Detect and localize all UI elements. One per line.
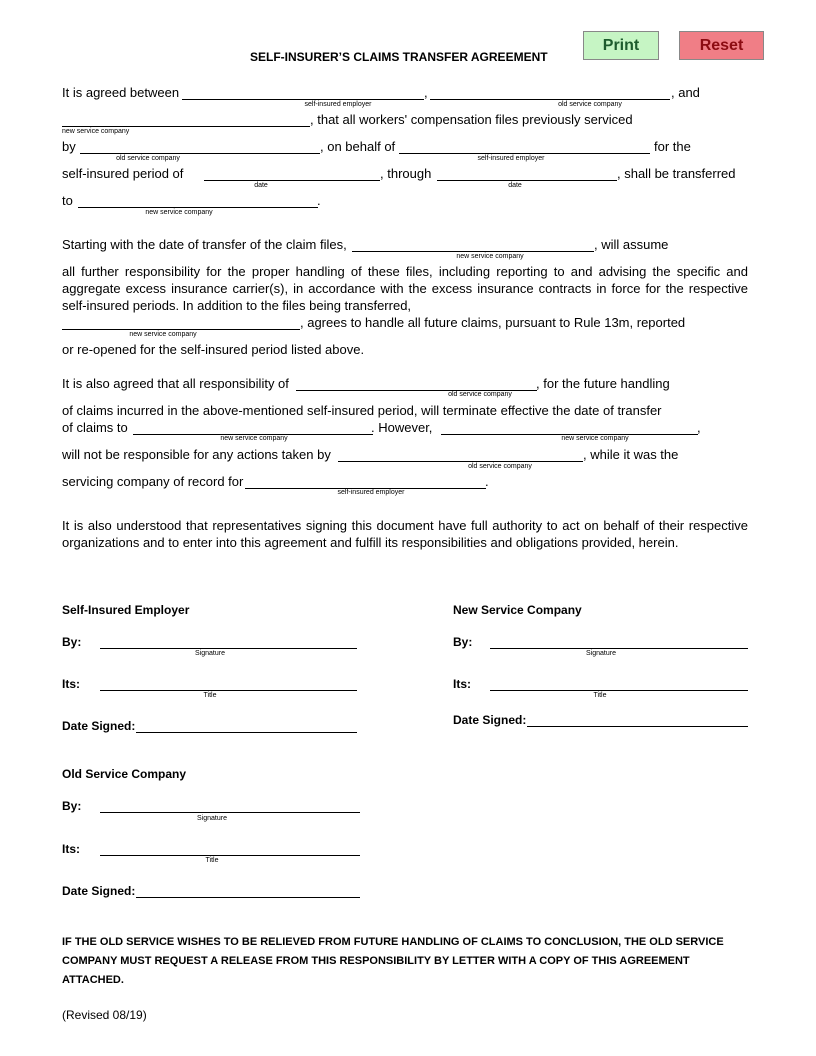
old-service-company-field-4[interactable] <box>338 447 583 462</box>
caption-self-insured-employer-2: self-insured employer <box>477 155 545 162</box>
period-text-2: . <box>485 474 489 489</box>
old-service-company-field-1[interactable] <box>430 85 670 100</box>
shall-be-transferred-text: , shall be transferred <box>617 166 736 181</box>
old-service-company-field-3[interactable] <box>296 376 537 391</box>
new-company-its-label: Its: <box>453 677 471 691</box>
old-service-company-heading: Old Service Company <box>62 767 187 781</box>
agrees-text: , agrees to handle all future claims, pursuant to Rule 13m, reported <box>300 315 686 330</box>
caption-old-service-company-3: old service company <box>448 391 512 398</box>
caption-new-service-company-2: new service company <box>145 209 213 216</box>
reopened-text: or re-opened for the self-insured period listed above. <box>62 342 365 357</box>
new-company-date-signed-label: Date Signed: <box>453 713 527 727</box>
self-insured-employer-field-1[interactable] <box>182 85 424 100</box>
old-company-its-label: Its: <box>62 842 80 856</box>
new-service-company-field-4[interactable] <box>62 315 300 330</box>
form-title: SELF-INSURER’S CLAIMS TRANSFER AGREEMENT <box>250 50 548 64</box>
comma-text: , <box>424 85 428 100</box>
that-all-text: , that all workers' compensation files previously serviced <box>310 112 633 127</box>
old-company-title-field[interactable] <box>100 841 360 856</box>
caption-date-1: date <box>254 182 268 189</box>
starting-text: Starting with the date of transfer of the claim files, <box>62 237 347 252</box>
new-service-company-heading: New Service Company <box>453 603 582 617</box>
caption-new-service-company-4: new service company <box>129 331 197 338</box>
old-company-date-signed-field[interactable] <box>136 883 360 898</box>
new-company-signature-field[interactable] <box>490 634 748 649</box>
comma-text-2: , <box>697 420 701 435</box>
caption-old-company-title: Title <box>205 857 219 864</box>
of-claims-to-text: of claims to <box>62 420 128 435</box>
old-company-by-label: By: <box>62 799 82 813</box>
new-service-company-field-3[interactable] <box>352 237 594 252</box>
caption-self-insured-employer-1: self-insured employer <box>304 101 372 108</box>
through-text: , through <box>380 166 432 181</box>
old-service-company-field-2[interactable] <box>80 139 320 154</box>
period-start-date-field[interactable] <box>204 166 380 181</box>
old-company-signature-field[interactable] <box>100 798 360 813</box>
period-end-date-field[interactable] <box>437 166 617 181</box>
caption-old-service-company-1: old service company <box>558 101 622 108</box>
employer-its-label: Its: <box>62 677 80 691</box>
new-service-company-field-2[interactable] <box>78 193 318 208</box>
claims-incurred-text: of claims incurred in the above-mentioned self-insured period, will terminate effective the date of transfer <box>62 403 662 418</box>
new-service-company-field-6[interactable] <box>441 420 698 435</box>
caption-new-company-signature: Signature <box>586 650 616 657</box>
new-company-by-label: By: <box>453 635 473 649</box>
also-agreed-text: It is also agreed that all responsibility of <box>62 376 289 391</box>
caption-date-2: date <box>508 182 522 189</box>
revision-note: (Revised 08/19) <box>62 1008 147 1022</box>
new-company-date-signed-field[interactable] <box>527 712 748 727</box>
not-responsible-text: will not be responsible for any actions taken by <box>62 447 331 462</box>
future-handling-text: , for the future handling <box>536 376 670 391</box>
employer-signature-field[interactable] <box>100 634 357 649</box>
reset-button[interactable]: Reset <box>679 31 764 60</box>
release-warning: IF THE OLD SERVICE WISHES TO BE RELIEVED FROM FUTURE HANDLING OF CLAIMS TO CONCLUSION, THE OLD SERVICE COMPANY MUST REQUEST A RELEASE FROM THIS RESPONSIBILITY BY LETTER WITH A COPY OF THIS AGREEMENT ATTACHED. <box>62 936 724 986</box>
caption-new-service-company-3: new service company <box>456 253 524 260</box>
new-company-title-field[interactable] <box>490 676 748 691</box>
caption-self-insured-employer-3: self-insured employer <box>337 489 405 496</box>
caption-new-service-company-6: new service company <box>561 435 629 442</box>
and-text: , and <box>671 85 700 100</box>
self-insured-employer-heading: Self-Insured Employer <box>62 603 190 617</box>
to-text: to <box>62 193 73 208</box>
employer-title-field[interactable] <box>100 676 357 691</box>
agreed-between-text: It is agreed between <box>62 85 180 100</box>
self-insured-employer-field-3[interactable] <box>245 474 486 489</box>
while-text: , while it was the <box>583 447 679 462</box>
self-insured-employer-field-2[interactable] <box>399 139 650 154</box>
caption-new-company-title: Title <box>593 692 607 699</box>
on-behalf-of-text: , on behalf of <box>320 139 396 154</box>
period-text-1: . <box>317 193 321 208</box>
employer-by-label: By: <box>62 635 82 649</box>
caption-new-service-company-5: new service company <box>220 435 288 442</box>
caption-new-service-company-1: new service company <box>62 128 130 135</box>
caption-employer-title: Title <box>203 692 217 699</box>
employer-date-signed-field[interactable] <box>136 718 357 733</box>
will-assume-text: , will assume <box>594 237 669 252</box>
authority-paragraph: It is also understood that representatives signing this document have full authority to act on behalf of their respective organizations and to enter into this agreement and fulfill its responsibilities and obligations provided, herein. <box>62 518 748 550</box>
employer-date-signed-label: Date Signed: <box>62 719 136 733</box>
print-button[interactable]: Print <box>583 31 659 60</box>
however-text: . However, <box>371 420 433 435</box>
new-service-company-field-1[interactable] <box>62 112 310 127</box>
caption-old-service-company-4: old service company <box>468 463 532 470</box>
servicing-text: servicing company of record for <box>62 474 244 489</box>
new-service-company-field-5[interactable] <box>133 420 373 435</box>
old-company-date-signed-label: Date Signed: <box>62 884 136 898</box>
responsibility-paragraph: all further responsibility for the proper handling of these files, including reporting to and advising the specific and aggregate excess insurance carrier(s), in accordance with the excess insurance contracts in force for the respective self-insured periods. In addition to the files being transferred, <box>62 264 748 313</box>
for-the-text: for the <box>654 139 691 154</box>
caption-employer-signature: Signature <box>195 650 225 657</box>
caption-old-service-company-2: old service company <box>116 155 180 162</box>
self-insured-period-text: self-insured period of <box>62 166 184 181</box>
caption-old-company-signature: Signature <box>197 815 227 822</box>
by-text: by <box>62 139 76 154</box>
